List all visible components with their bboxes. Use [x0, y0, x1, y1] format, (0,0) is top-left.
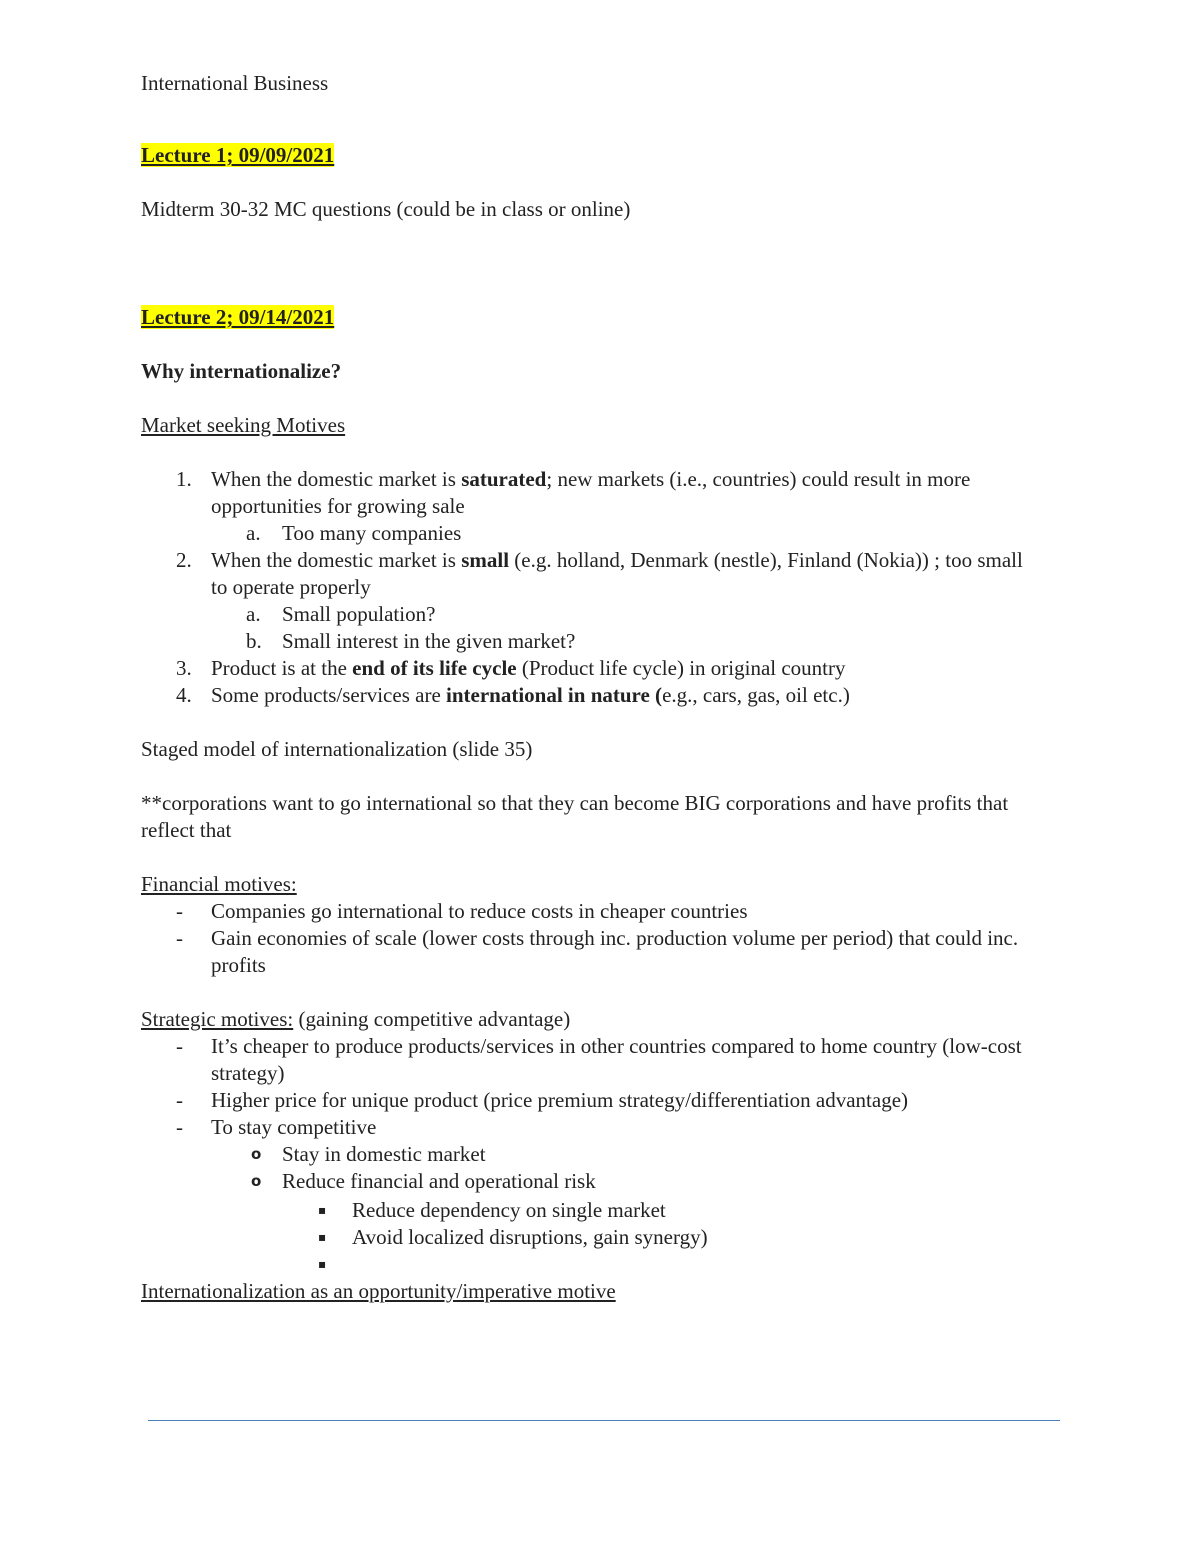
list-item: - Companies go international to reduce costs in cheaper countries [176, 899, 748, 923]
lecture-1-text: Midterm 30-32 MC questions (could be in class or online) [141, 197, 631, 221]
strategic-motives-note: (gaining competitive advantage) [293, 1007, 571, 1031]
list-item: ▪ Avoid localized disruptions, gain synergy) [318, 1225, 708, 1249]
list-item: a. Too many companies [246, 521, 462, 545]
financial-motives-list [141, 898, 1041, 979]
document-page [141, 70, 1041, 1305]
circle-bullet-icon: o [251, 1145, 262, 1163]
lecture-1-heading: Lecture 1; 09/09/2021 [141, 143, 335, 167]
list-item: o Stay in domestic market [251, 1142, 486, 1166]
list-item: - Higher price for unique product (price premium strategy/differentiation advantage) [176, 1088, 909, 1112]
why-internationalize-heading: Why internationalize? [141, 359, 342, 383]
list-item: 3. Product is at the end of its life cycle (Product life cycle) in original country [176, 656, 846, 680]
document-title: International Business [141, 71, 329, 95]
strategic-motives-heading: Strategic motives: [141, 1007, 294, 1031]
list-item-empty [141, 1251, 1041, 1278]
list-item: o Reduce financial and operational risk [251, 1169, 596, 1193]
list-item: - Gain economies of scale (lower costs through inc. production volume per period) that could inc. profits [176, 926, 1019, 977]
list-item: - To stay competitive [176, 1115, 377, 1139]
market-seeking-list [141, 466, 1041, 709]
corporations-note: **corporations want to go international so that they can become BIG corporations and have profits that reflect that [141, 791, 1009, 842]
list-item: 4. Some products/services are international in nature (e.g., cars, gas, oil etc.) [176, 683, 850, 707]
list-item: a. Small population? [246, 602, 436, 626]
list-item: - It’s cheaper to produce products/services in other countries compared to home country (low-cost strategy) [176, 1034, 1022, 1085]
circle-bullet-icon: o [251, 1172, 262, 1190]
footer-divider [148, 1420, 1060, 1421]
square-bullet-icon: ▪ [318, 1203, 327, 1217]
financial-motives-heading: Financial motives: [141, 872, 297, 896]
list-item: b. Small interest in the given market? [246, 629, 576, 653]
staged-model-text: Staged model of internationalization (slide 35) [141, 737, 533, 761]
list-item: 1. When the domestic market is saturated; new markets (i.e., countries) could result in more opportunities for growing sale [176, 467, 971, 518]
strategic-motives-list [141, 1033, 1041, 1278]
square-bullet-icon: ▪ [318, 1230, 327, 1244]
square-bullet-icon: ▪ [318, 1257, 327, 1271]
opportunity-motive-heading: Internationalization as an opportunity/imperative motive [141, 1279, 616, 1303]
list-item: 2. When the domestic market is small (e.g. holland, Denmark (nestle), Finland (Nokia)) ; too small to operate properly [176, 548, 1023, 599]
lecture-2-heading: Lecture 2; 09/14/2021 [141, 305, 335, 329]
list-item: ▪ Reduce dependency on single market [318, 1198, 666, 1222]
market-seeking-heading: Market seeking Motives [141, 413, 346, 437]
